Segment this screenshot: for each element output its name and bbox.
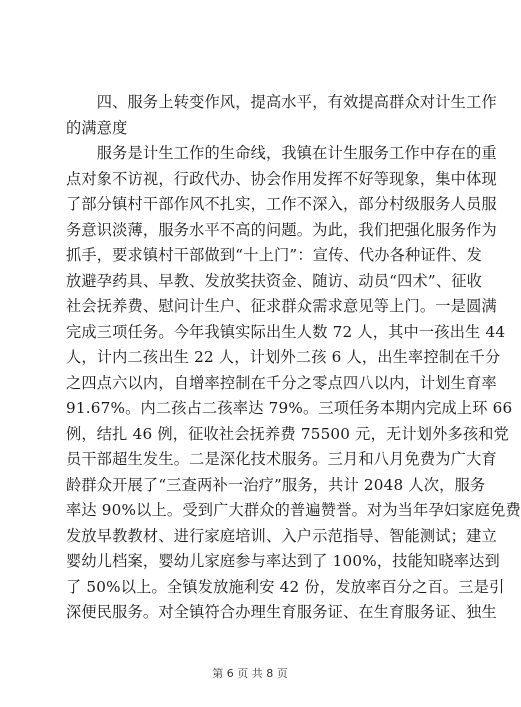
text-line: 发放早教教材、进行家庭培训、入户示范指导、智能测试；建立	[66, 526, 497, 545]
text-line: 婴幼儿档案，婴幼儿家庭参与率达到了 100%，技能知晓率达到	[66, 552, 500, 570]
text-line: 社会抚养费、慰问计生户、征求群众需求意见等上门。一是圆满	[66, 297, 497, 315]
text-line: 务意识淡薄，服务水平不高的问题。为此，我们把强化服务作为	[66, 220, 497, 239]
body-text	[66, 90, 521, 626]
text-line: 的满意度	[66, 118, 128, 137]
text-line: 完成三项任务。今年我镇实际出生人数 72 人，其中一孩出生 44	[66, 322, 506, 341]
text-line: 例，结扎 46 例，征收社会抚养费 75500 元，无计划外多孩和党	[66, 424, 510, 443]
text-line: 了部分镇村干部作风不扎实，工作不深入，部分村级服务人员服	[66, 195, 497, 213]
text-line: 深便民服务。对全镇符合办理生育服务证、在生育服务证、独生	[66, 603, 497, 621]
text-line: 服务是计生工作的生命线，我镇在计生服务工作中存在的重	[66, 144, 497, 162]
text-line: 人，计内二孩出生 22 人，计划外二孩 6 人，出生率控制在千分	[66, 348, 501, 366]
text-line: 了 50%以上。全镇发放施利安 42 份，发放率百分之百。三是引	[66, 577, 505, 596]
page-number: 第 6 页 共 8 页	[212, 667, 288, 680]
text-line: 点对象不访视，行政代办、协会作用发挥不好等现象，集中体现	[66, 169, 497, 188]
text-line: 率达 90%以上。受到广大群众的普遍赞誉。对为当年孕妇家庭免费	[66, 501, 521, 519]
text-line: 放避孕药具、早教、发放奖扶资金、随访、动员“四术”、征收	[66, 271, 483, 290]
text-line: 员干部超生发生。二是深化技术服务。三月和八月免费为广大育	[66, 450, 497, 468]
text-line: 四、服务上转变作风，提高水平，有效提高群众对计生工作	[66, 93, 497, 111]
text-line: 之四点六以内，自增率控制在千分之零点四八以内，计划生育率	[66, 373, 497, 392]
text-line: 抓手，要求镇村干部做到“十上门”：宣传、代办各种证件、发	[66, 246, 483, 264]
text-line: 龄群众开展了“三查两补一治疗”服务，共计 2048 人次，服务	[66, 475, 486, 494]
text-line: 91.67%。内二孩占二孩率达 79%。三项任务本期内完成上环 66	[66, 399, 513, 417]
